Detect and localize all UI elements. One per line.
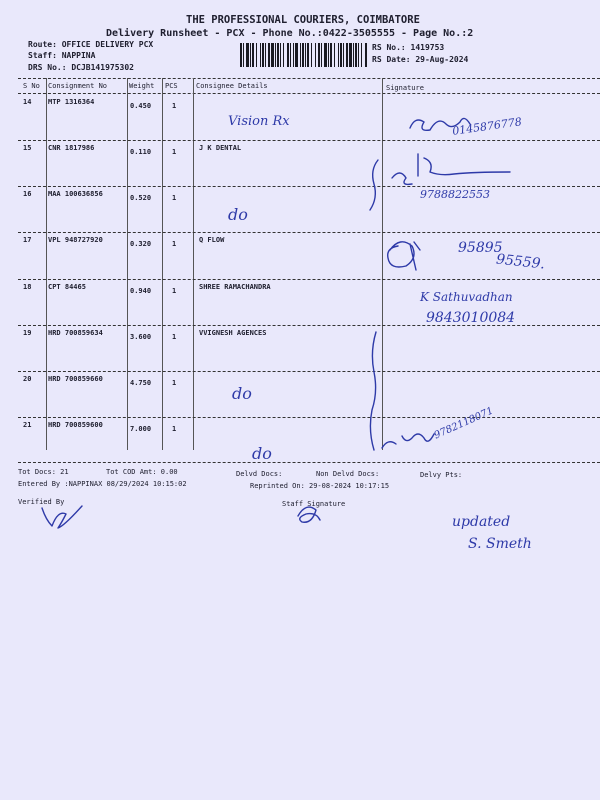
row-weight: 3.600 [130,333,152,341]
staff-signature [298,507,320,522]
row-pcs: 1 [172,379,177,387]
row-pcs: 1 [172,102,177,110]
row-sno: 21 [23,421,32,429]
row-consignee: J K DENTAL [199,144,242,152]
rs-date: RS Date: 29-Aug-2024 [372,55,469,64]
row-sno: 17 [23,236,32,244]
row-sno: 16 [23,190,32,198]
handwritten-note-line2: S. Smeth [468,536,532,552]
ditto-mark-20: do [232,384,252,403]
row-sno: 19 [23,329,32,337]
col-pcs: PCS [165,82,178,90]
runsheet-title: Delivery Runsheet - PCX - Phone No.:0422-3505555 - Page No.:2 [106,28,474,39]
col-signature: Signature [386,84,424,92]
non-delivered-docs: Non Delvd Docs: [316,470,380,478]
ditto-mark-16: do [228,205,248,224]
signature-14 [410,118,470,130]
delivery-points: Delvy Pts: [420,471,463,479]
total-cod-amount: Tot COD Amt: 0.00 [106,468,178,476]
delivered-docs: Delvd Docs: [236,470,283,478]
entered-by: Entered By :NAPPINAX 08/29/2024 10:15:02 [18,480,187,488]
row-weight: 0.320 [130,240,152,248]
row-consignment: CPT 84465 [48,283,86,291]
handwritten-consignee-14: Vision Rx [228,114,290,129]
total-docs: Tot Docs: 21 [18,468,69,476]
row-sno: 14 [23,98,32,106]
staff-signature-label: Staff Signature [282,500,346,508]
row-consignment: VPL 948727920 [48,236,103,244]
verified-signature [42,506,82,528]
rs-number: RS No.: 1419753 [372,43,445,52]
row-weight: 4.750 [130,379,152,387]
row-consignment: HRD 700859634 [48,329,103,337]
row-weight: 0.520 [130,194,152,202]
bracket-15-16 [370,160,378,210]
handwritten-note-line1: updated [452,514,511,530]
row-weight: 0.110 [130,148,152,156]
row-pcs: 1 [172,287,177,295]
row-weight: 7.000 [130,425,152,433]
handwritten-name-18: K Sathuvadhan [420,290,513,304]
row-consignment: CNR 1817986 [48,144,95,152]
row-consignee: VVIGNESH AGENCES [199,329,267,337]
handwritten-phone-18: 9843010084 [426,310,516,326]
row-consignment: HRD 700859660 [48,375,103,383]
drs-number: DRS No.: DCJB141975302 [28,63,134,72]
row-pcs: 1 [172,333,177,341]
reprinted-on: Reprinted On: 29-08-2024 10:17:15 [250,482,390,490]
row-consignee: SHREE RAMACHANDRA [199,283,271,291]
col-consignment: Consignment No [48,82,108,90]
bracket-19-21 [370,332,376,450]
row-sno: 18 [23,283,32,291]
row-weight: 0.940 [130,287,152,295]
verified-by-label: Verified By [18,498,65,506]
col-weight: Weight [129,82,155,90]
handwritten-phone-17a: 95895 [458,240,503,256]
handwritten-phone-16: 9788822553 [420,188,490,201]
row-pcs: 1 [172,425,177,433]
row-sno: 15 [23,144,32,152]
col-sno: S No [23,82,40,90]
signature-17 [388,242,420,270]
row-pcs: 1 [172,148,177,156]
row-consignment: MTP 1316364 [48,98,95,106]
staff-label: Staff: NAPPINA [28,51,96,60]
signature-15 [392,154,510,184]
row-weight: 0.450 [130,102,152,110]
row-consignee: Q FLOW [199,236,225,244]
signature-21 [382,434,434,448]
row-sno: 20 [23,375,32,383]
col-consignee: Consignee Details [196,82,268,90]
row-consignment: HRD 700859600 [48,421,103,429]
handwritten-phone-17b: 95559. [495,251,546,273]
row-pcs: 1 [172,240,177,248]
handwritten-phone-14: 0145876778 [451,115,523,138]
route-label: Route: OFFICE DELIVERY PCX [28,40,154,49]
company-name: THE PROFESSIONAL COURIERS, COIMBATORE [186,14,420,26]
row-pcs: 1 [172,194,177,202]
row-consignment: MAA 100636856 [48,190,103,198]
ditto-mark-21: do [252,444,272,463]
handwritten-phone-21: 9782118071 [432,405,496,442]
